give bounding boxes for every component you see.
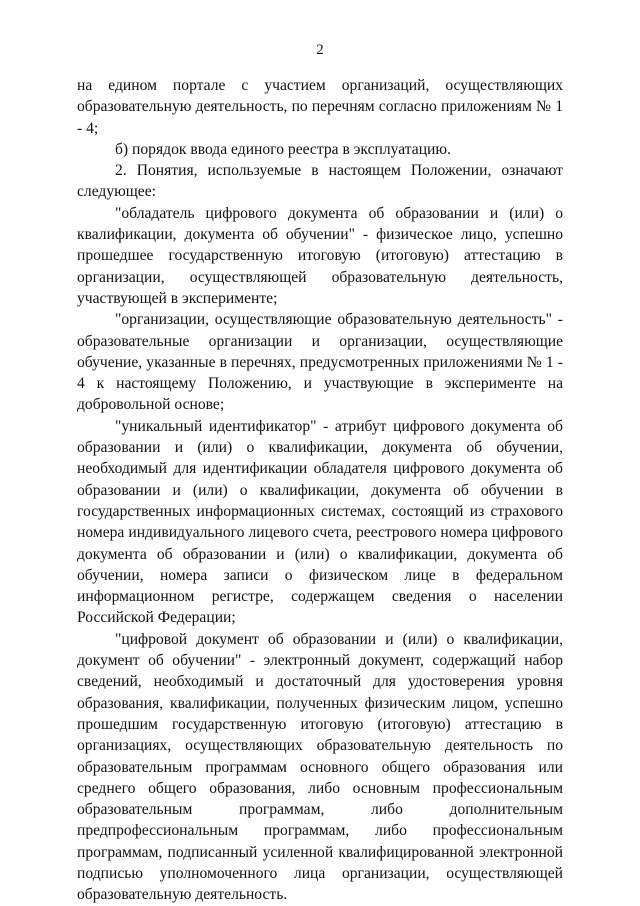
definition-unique-identifier: "уникальный идентификатор" - атрибут цифрового документа об образовании и (или) о квалификации, документа об обучении, необходимый для идентификации обладателя цифрового документа об образовании и (или) о квалификации, документа об обучении в государственных информационных системах, состоящий из страхового номера индивидуального лицевого счета, реестрового номера цифрового документа об образовании и (или) о квалификации, документа об обучении, номера записи о физическом лице в федеральном информационном регистре, содержащем сведения о населении Российской Федерации; (77, 417, 563, 627)
definition-digital-document: "цифровой документ об образовании и (или) о квалификации, документ об обучении" - электронный документ, содержащий набор сведений, необходимый и достаточный для удостоверения уровня образования, квалификации, полученных физическим лицом, успешно прошедшим государственную итоговую (итоговую) аттестацию в организациях, осуществляющих образовательную деятельность по образовательным программам основного общего образования или среднего общего образования, либо основным профессиональным образовательным программам, либо дополнительным предпрофессиональным программам, либо профессиональным программам, подписанный усиленной квалифицированной электронной подписью уполномоченного лица организации, осуществляющей образовательную деятельность. (77, 630, 563, 904)
document-text (77, 75, 563, 906)
definition-organizations: "организации, осуществляющие образовательную деятельность" - образовательные организации и организации, осуществляющие обучение, указанные в перечнях, предусмотренных приложениями № 1 - 4 к настоящему Положению, и участвующие в эксперименте на добровольной основе; (77, 311, 563, 414)
page-number: 2 (316, 42, 324, 58)
definition-holder: "обладатель цифрового документа об образовании и (или) о квалификации, документа об обучении" - физическое лицо, успешно прошедшее государственную итоговую (итоговую) аттестацию в организации, осуществляющей образовательную деятельность, участвующей в эксперименте; (77, 204, 563, 307)
paragraph-section-2: 2. Понятия, используемые в настоящем Положении, означают следующее: (77, 162, 563, 201)
paragraph-continuation: на едином портале с участием организаций, осуществляющих образовательную деятельность, по перечням согласно приложениям № 1 - 4; (77, 77, 563, 137)
paragraph-item-b: б) порядок ввода единого реестра в эксплуатацию. (115, 140, 451, 158)
